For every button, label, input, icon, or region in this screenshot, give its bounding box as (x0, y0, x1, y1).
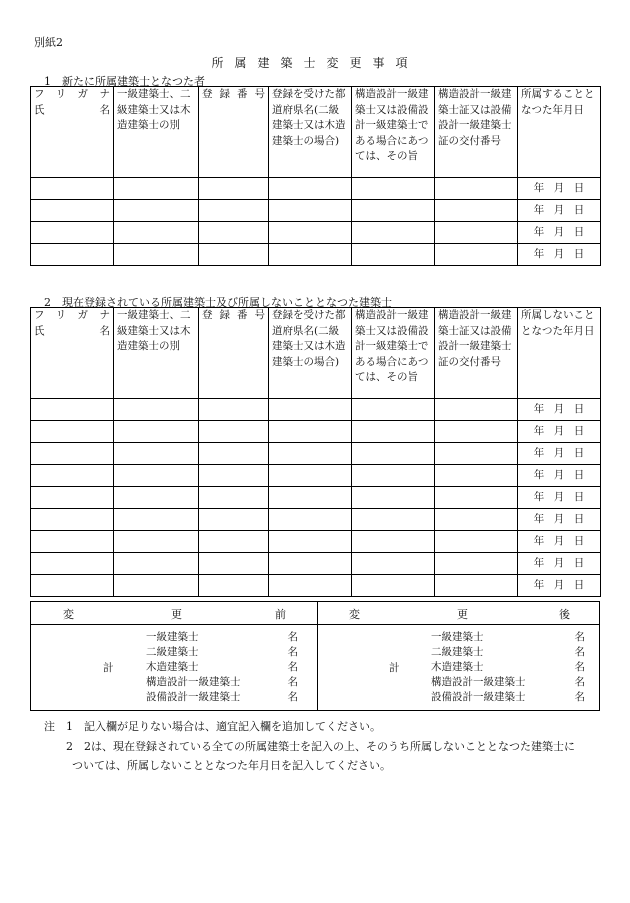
date-unit-y: 年 (533, 512, 545, 525)
date-unit-m: 月 (553, 247, 565, 260)
summary-item-label: 木造建築士 (431, 661, 484, 673)
blank-cell[interactable] (31, 222, 114, 244)
blank-cell[interactable] (199, 178, 269, 200)
after-label-3: 後 (559, 608, 570, 621)
summary-line (431, 690, 585, 705)
summary-item-label: 構造設計一級建築士 (431, 676, 526, 688)
header-class: 一級建築士、二級建築士又は木造建築士の別 (114, 87, 199, 178)
summary-unit[interactable]: 名 (287, 661, 298, 673)
date-unit-y: 年 (533, 247, 545, 260)
before-label-3: 前 (275, 608, 286, 621)
date-unit-y: 年 (533, 490, 545, 503)
blank-cell[interactable] (269, 244, 352, 266)
blank-cell[interactable] (269, 553, 352, 575)
summary-line (431, 660, 585, 675)
date-unit-y: 年 (533, 556, 545, 569)
blank-cell[interactable] (435, 421, 518, 443)
before-total-label: 計 (103, 662, 114, 674)
date-cell[interactable] (518, 487, 601, 509)
summary-unit[interactable]: 名 (574, 631, 585, 643)
date-unit-d: 日 (573, 424, 585, 437)
blank-cell[interactable] (352, 509, 435, 531)
date-unit-d: 日 (573, 512, 585, 525)
blank-cell[interactable] (114, 200, 199, 222)
header-furigana: フリガナ (34, 309, 110, 321)
summary-unit[interactable]: 名 (287, 676, 298, 688)
blank-cell[interactable] (114, 421, 199, 443)
blank-cell[interactable] (352, 487, 435, 509)
blank-cell[interactable] (114, 531, 199, 553)
blank-cell[interactable] (114, 244, 199, 266)
summary-item-label: 二級建築士 (146, 646, 199, 658)
blank-cell[interactable] (269, 178, 352, 200)
blank-cell[interactable] (31, 553, 114, 575)
summary-unit[interactable]: 名 (574, 691, 585, 703)
table-row (31, 178, 601, 200)
blank-cell[interactable] (31, 244, 114, 266)
date-cell[interactable] (518, 531, 601, 553)
date-unit-m: 月 (553, 225, 565, 238)
table-row (31, 222, 601, 244)
date-unit-m: 月 (553, 181, 565, 194)
blank-cell[interactable] (114, 553, 199, 575)
summary-line (146, 675, 298, 690)
blank-cell[interactable] (269, 222, 352, 244)
summary-item-label: 一級建築士 (431, 631, 484, 643)
date-unit-d: 日 (573, 556, 585, 569)
date-unit-m: 月 (553, 402, 565, 415)
summary-line (431, 630, 585, 645)
blank-cell[interactable] (114, 487, 199, 509)
blank-cell[interactable] (114, 575, 199, 597)
header-struct: 構造設計一級建築士又は設備設計一級建築士である場合にあつては、その旨 (352, 87, 435, 178)
blank-cell[interactable] (435, 509, 518, 531)
blank-cell[interactable] (31, 421, 114, 443)
summary-item-label: 設備設計一級建築士 (431, 691, 526, 703)
summary-divider (317, 602, 318, 710)
date-unit-y: 年 (533, 424, 545, 437)
blank-cell[interactable] (199, 399, 269, 421)
blank-cell[interactable] (199, 487, 269, 509)
note-2-cont: ついては、所属しないこととなつた年月日を記入してください。 (72, 759, 391, 772)
header-date: 所属しないこととなつた年月日 (518, 308, 601, 399)
header-regno-label: 登録番号 (202, 88, 265, 100)
blank-cell[interactable] (435, 200, 518, 222)
blank-cell[interactable] (114, 509, 199, 531)
annex-label: 別紙2 (34, 36, 63, 49)
blank-cell[interactable] (435, 465, 518, 487)
table-row (31, 575, 601, 597)
blank-cell[interactable] (352, 443, 435, 465)
section1-title: 1 新たに所属建築士となつた者 (44, 75, 205, 88)
blank-cell[interactable] (352, 553, 435, 575)
header-pref: 登録を受けた都道府県名(二級建築士又は木造建築士の場合) (269, 308, 352, 399)
blank-cell[interactable] (269, 575, 352, 597)
blank-cell[interactable] (31, 575, 114, 597)
header-class: 一級建築士、二級建築士又は木造建築士の別 (114, 308, 199, 399)
blank-cell[interactable] (269, 443, 352, 465)
date-cell[interactable] (518, 421, 601, 443)
date-unit-y: 年 (533, 203, 545, 216)
date-unit-d: 日 (573, 181, 585, 194)
table-row (31, 244, 601, 266)
section2-table (30, 307, 601, 597)
blank-cell[interactable] (435, 531, 518, 553)
blank-cell[interactable] (435, 487, 518, 509)
date-cell[interactable] (518, 244, 601, 266)
blank-cell[interactable] (199, 421, 269, 443)
after-total-label: 計 (389, 662, 400, 674)
blank-cell[interactable] (114, 399, 199, 421)
header-furigana-name (31, 308, 114, 399)
header-regno (199, 308, 269, 399)
date-unit-m: 月 (553, 578, 565, 591)
date-unit-d: 日 (573, 534, 585, 547)
date-unit-y: 年 (533, 468, 545, 481)
section1-table (30, 86, 601, 266)
date-unit-y: 年 (533, 402, 545, 415)
blank-cell[interactable] (114, 443, 199, 465)
date-unit-d: 日 (573, 578, 585, 591)
date-unit-m: 月 (553, 534, 565, 547)
header-furigana: フリガナ (34, 88, 110, 100)
before-label-2: 更 (171, 608, 182, 621)
blank-cell[interactable] (352, 465, 435, 487)
date-unit-d: 日 (573, 402, 585, 415)
blank-cell[interactable] (31, 399, 114, 421)
blank-cell[interactable] (435, 178, 518, 200)
table-row (31, 509, 601, 531)
blank-cell[interactable] (269, 200, 352, 222)
table-row (31, 443, 601, 465)
blank-cell[interactable] (199, 244, 269, 266)
summary-after-list (431, 630, 585, 705)
summary-header-line (31, 624, 599, 625)
section2-title: 2 現在登録されている所属建築士及び所属しないこととなつた建築士 (44, 296, 392, 309)
blank-cell[interactable] (352, 399, 435, 421)
blank-cell[interactable] (199, 575, 269, 597)
date-unit-m: 月 (553, 468, 565, 481)
header-furigana-name (31, 87, 114, 178)
blank-cell[interactable] (199, 509, 269, 531)
blank-cell[interactable] (269, 421, 352, 443)
summary-line (146, 630, 298, 645)
summary-item-label: 一級建築士 (146, 631, 199, 643)
blank-cell[interactable] (269, 399, 352, 421)
date-unit-d: 日 (573, 490, 585, 503)
blank-cell[interactable] (31, 443, 114, 465)
blank-cell[interactable] (31, 509, 114, 531)
summary-line (146, 645, 298, 660)
blank-cell[interactable] (31, 465, 114, 487)
document-title: 所属建築士変更事項 (211, 56, 419, 70)
summary-item-label: 設備設計一級建築士 (146, 691, 241, 703)
blank-cell[interactable] (435, 575, 518, 597)
blank-cell[interactable] (199, 443, 269, 465)
blank-cell[interactable] (269, 509, 352, 531)
summary-item-label: 木造建築士 (146, 661, 199, 673)
blank-cell[interactable] (352, 531, 435, 553)
blank-cell[interactable] (199, 553, 269, 575)
blank-cell[interactable] (31, 200, 114, 222)
summary-item-label: 構造設計一級建築士 (146, 676, 241, 688)
table-row (31, 200, 601, 222)
header-pref: 登録を受けた都道府県名(二級建築士又は木造建築士の場合) (269, 87, 352, 178)
blank-cell[interactable] (435, 222, 518, 244)
summary-before-list (146, 630, 298, 705)
date-unit-d: 日 (573, 225, 585, 238)
summary-line (146, 690, 298, 705)
date-unit-m: 月 (553, 556, 565, 569)
blank-cell[interactable] (352, 575, 435, 597)
summary-line (431, 645, 585, 660)
summary-box (30, 601, 600, 711)
header-name: 氏名 (34, 103, 110, 116)
date-cell[interactable] (518, 200, 601, 222)
date-cell[interactable] (518, 399, 601, 421)
date-unit-d: 日 (573, 247, 585, 260)
blank-cell[interactable] (114, 465, 199, 487)
date-cell[interactable] (518, 553, 601, 575)
header-name: 氏名 (34, 324, 110, 337)
header-struct: 構造設計一級建築士又は設備設計一級建築士である場合にあつては、その旨 (352, 308, 435, 399)
table-row (31, 399, 601, 421)
blank-cell[interactable] (199, 222, 269, 244)
header-regno-label: 登録番号 (202, 309, 265, 321)
blank-cell[interactable] (199, 531, 269, 553)
date-cell[interactable] (518, 222, 601, 244)
blank-cell[interactable] (435, 553, 518, 575)
blank-cell[interactable] (269, 487, 352, 509)
blank-cell[interactable] (435, 244, 518, 266)
after-label-1: 変 (349, 608, 360, 621)
date-unit-m: 月 (553, 490, 565, 503)
note-1: 注 1 記入欄が足りない場合は、適宜記入欄を追加してください。 (44, 720, 381, 733)
summary-unit[interactable]: 名 (287, 691, 298, 703)
date-cell[interactable] (518, 509, 601, 531)
date-unit-d: 日 (573, 468, 585, 481)
header-regno (199, 87, 269, 178)
summary-line (431, 675, 585, 690)
blank-cell[interactable] (352, 244, 435, 266)
summary-unit[interactable]: 名 (287, 646, 298, 658)
blank-cell[interactable] (435, 399, 518, 421)
date-unit-m: 月 (553, 424, 565, 437)
date-unit-y: 年 (533, 181, 545, 194)
blank-cell[interactable] (352, 178, 435, 200)
date-unit-y: 年 (533, 534, 545, 547)
date-cell[interactable] (518, 465, 601, 487)
blank-cell[interactable] (435, 443, 518, 465)
header-cert: 構造設計一級建築士証又は設備設計一級建築士証の交付番号 (435, 308, 518, 399)
summary-unit[interactable]: 名 (574, 646, 585, 658)
date-unit-y: 年 (533, 225, 545, 238)
blank-cell[interactable] (31, 487, 114, 509)
table-row (31, 421, 601, 443)
summary-item-label: 二級建築士 (431, 646, 484, 658)
date-unit-m: 月 (553, 512, 565, 525)
date-unit-m: 月 (553, 446, 565, 459)
blank-cell[interactable] (31, 178, 114, 200)
blank-cell[interactable] (31, 531, 114, 553)
summary-unit[interactable]: 名 (574, 661, 585, 673)
blank-cell[interactable] (269, 465, 352, 487)
header-cert: 構造設計一級建築士証又は設備設計一級建築士証の交付番号 (435, 87, 518, 178)
date-unit-m: 月 (553, 203, 565, 216)
date-unit-y: 年 (533, 578, 545, 591)
blank-cell[interactable] (114, 222, 199, 244)
blank-cell[interactable] (199, 200, 269, 222)
blank-cell[interactable] (352, 421, 435, 443)
table-row (31, 465, 601, 487)
after-label-2: 更 (457, 608, 468, 621)
table-row (31, 553, 601, 575)
header-date: 所属することとなつた年月日 (518, 87, 601, 178)
blank-cell[interactable] (269, 531, 352, 553)
summary-unit[interactable]: 名 (574, 676, 585, 688)
date-unit-d: 日 (573, 203, 585, 216)
blank-cell[interactable] (199, 465, 269, 487)
date-cell[interactable] (518, 575, 601, 597)
date-cell[interactable] (518, 178, 601, 200)
note-2: 2 2は、現在登録されている全ての所属建築士を記入の上、そのうち所属しないこととなつた建築士に (66, 740, 575, 753)
date-cell[interactable] (518, 443, 601, 465)
summary-line (146, 660, 298, 675)
date-unit-d: 日 (573, 446, 585, 459)
before-label-1: 変 (63, 608, 74, 621)
summary-unit[interactable]: 名 (287, 631, 298, 643)
blank-cell[interactable] (114, 178, 199, 200)
date-unit-y: 年 (533, 446, 545, 459)
table-row (31, 531, 601, 553)
blank-cell[interactable] (352, 200, 435, 222)
blank-cell[interactable] (352, 222, 435, 244)
table-row (31, 487, 601, 509)
